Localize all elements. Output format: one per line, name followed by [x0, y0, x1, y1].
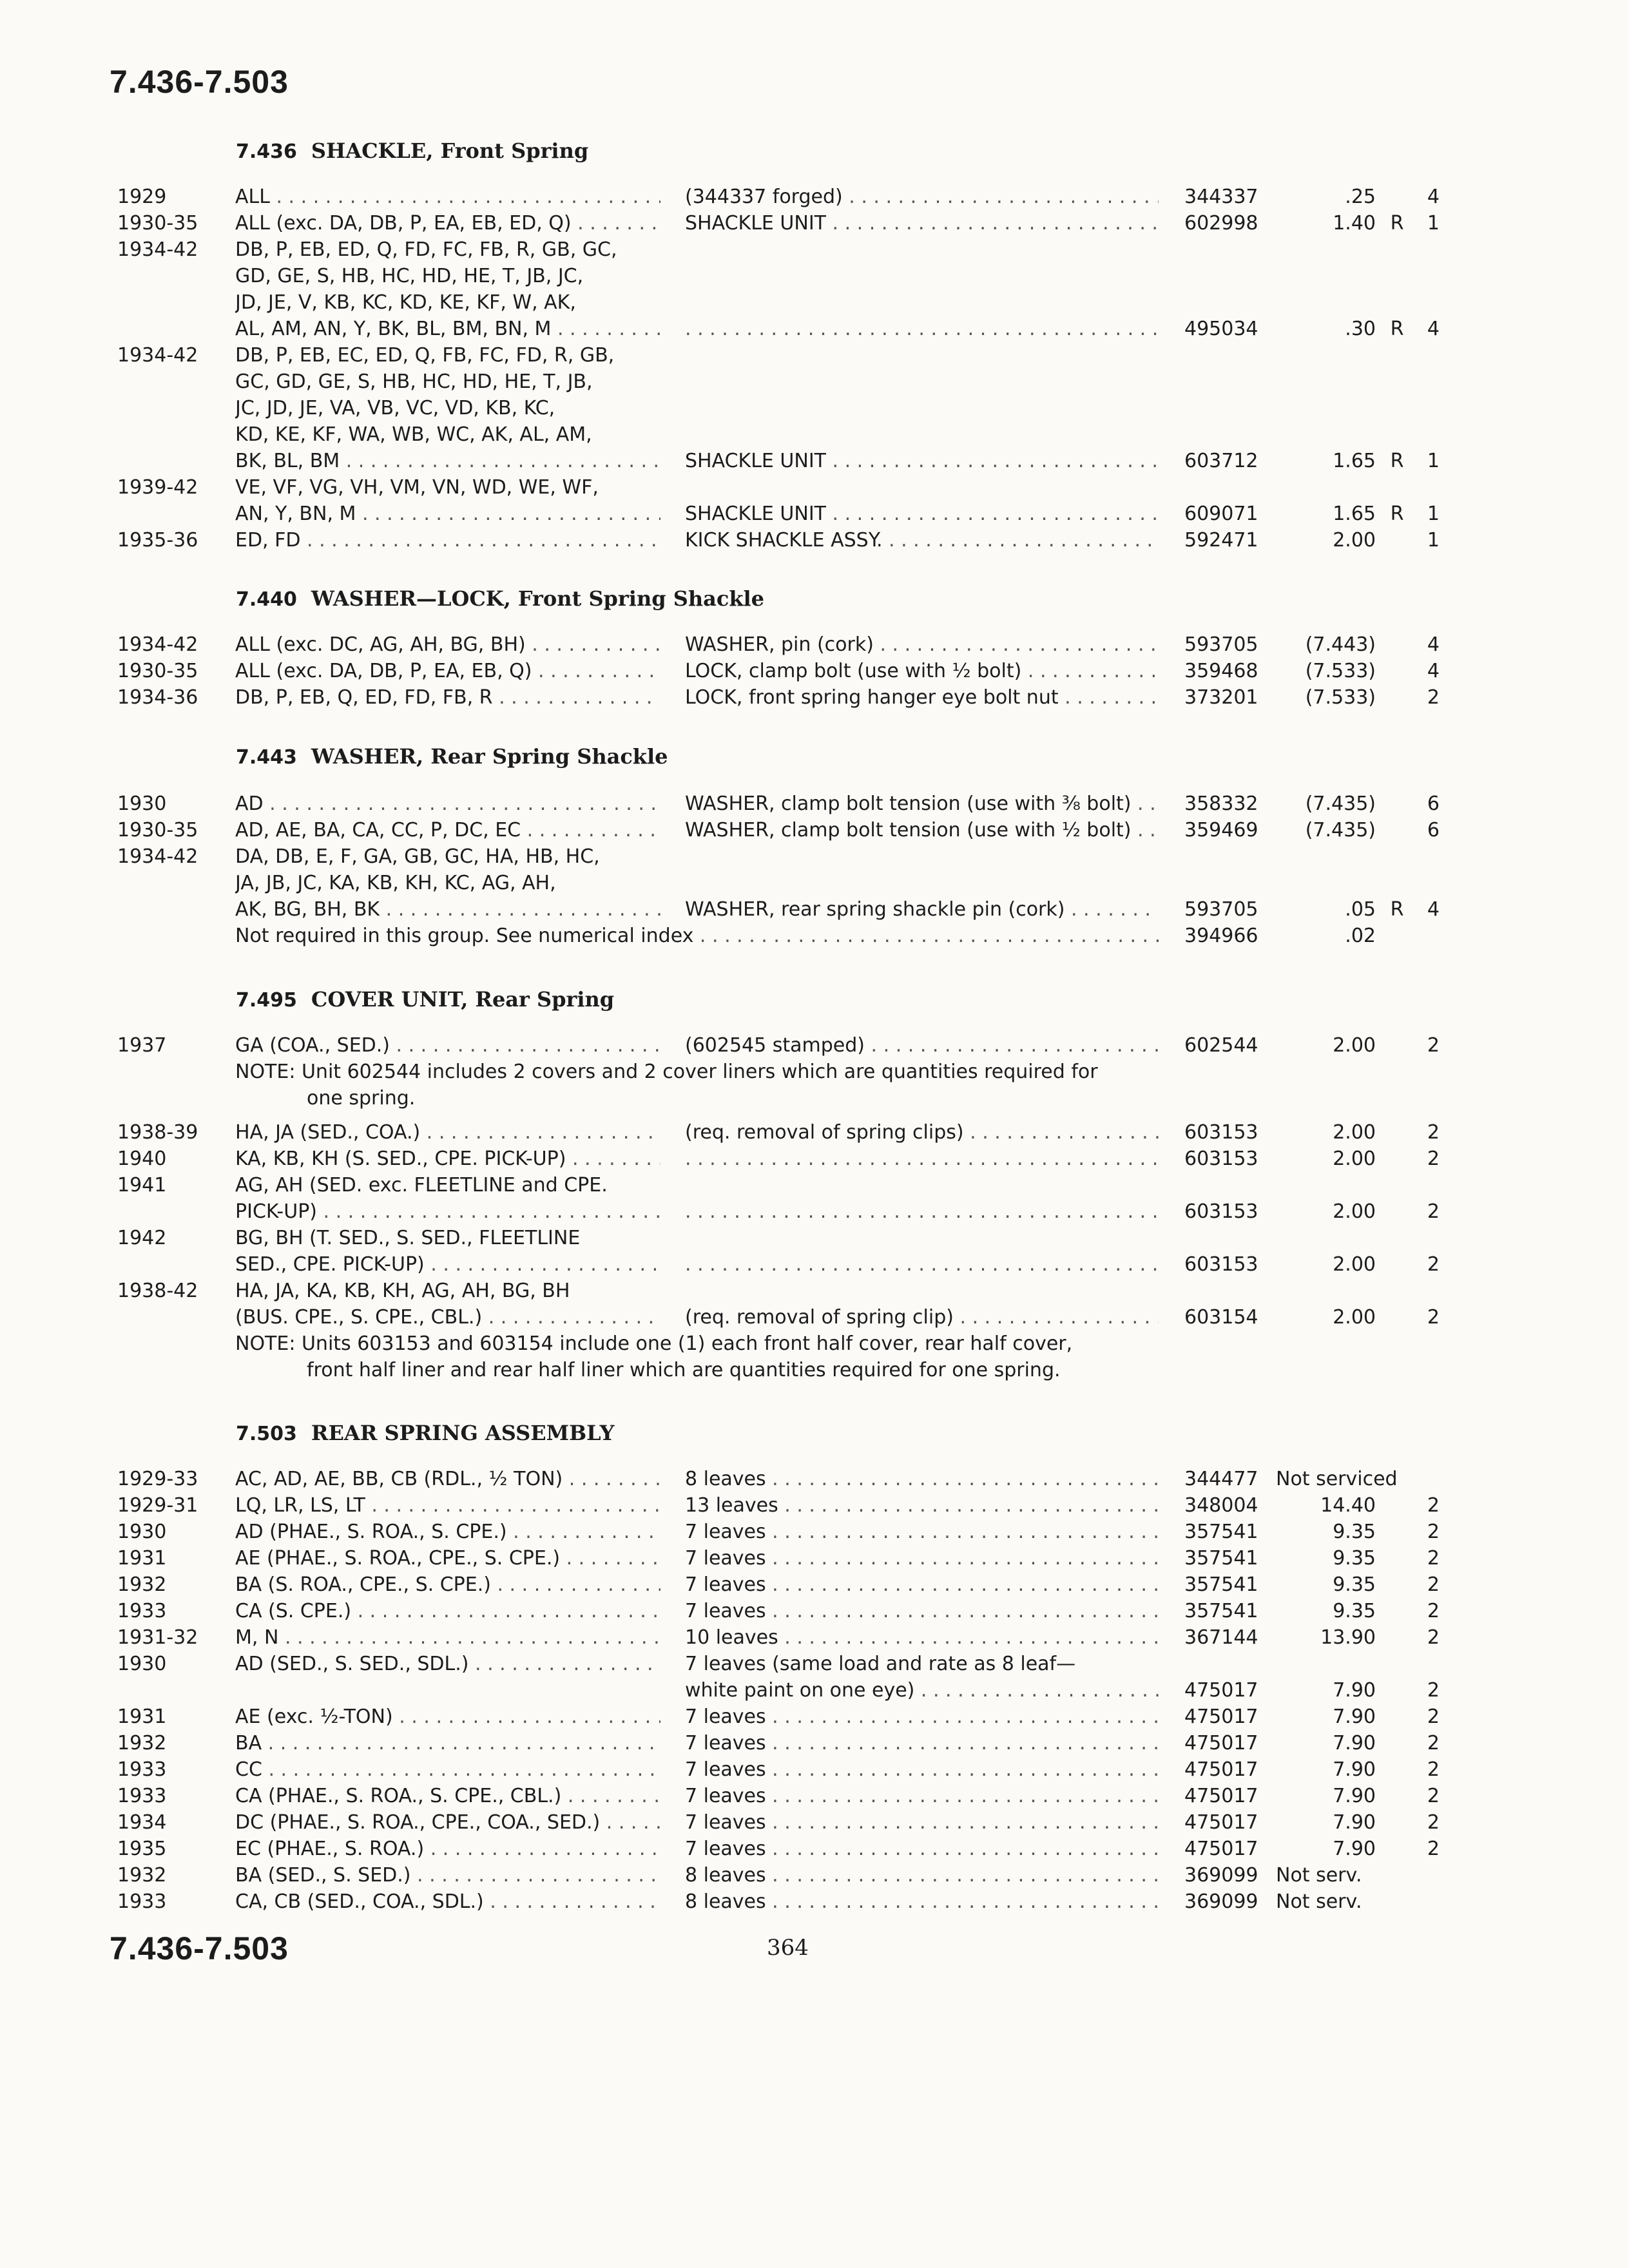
- part-description: (req. removal of spring clip) . . .: [685, 1304, 1159, 1331]
- table-row: [0, 791, 1629, 817]
- section-title: SHACKLE, Front Spring: [311, 139, 589, 163]
- part-number: 344477: [1184, 1468, 1258, 1490]
- table-row: [0, 1172, 1629, 1198]
- model-year: 1938-39: [117, 1121, 198, 1144]
- note-line: [0, 1357, 1629, 1383]
- quantity: 2: [1427, 1200, 1440, 1223]
- applicable-models: CA (S. CPE.) . . .: [235, 1598, 660, 1624]
- part-description: WASHER, rear spring shackle pin (cork) . . .: [685, 896, 1159, 923]
- table-row: [0, 923, 1629, 949]
- note-text: NOTE: Units 603153 and 603154 include one (1) each front half cover, rear half cover,: [235, 1332, 1073, 1355]
- part-number: 603153: [1184, 1200, 1258, 1223]
- part-number: 593705: [1184, 898, 1258, 921]
- part-number: 475017: [1184, 1679, 1258, 1702]
- model-year: 1933: [117, 1600, 167, 1622]
- table-row: [0, 236, 1629, 263]
- model-year: 1929-31: [117, 1494, 198, 1517]
- applicable-models: KA, KB, KH (S. SED., CPE. PICK-UP) . . .: [235, 1146, 660, 1172]
- part-number: 609071: [1184, 503, 1258, 525]
- table-row: [0, 1888, 1629, 1915]
- model-year: 1932: [117, 1732, 167, 1754]
- applicable-models: JC, JD, JE, VA, VB, VC, VD, KB, KC,: [235, 397, 555, 419]
- part-description: SHACKLE UNIT . . .: [685, 210, 1159, 236]
- row-note: Not required in this group. See numerical index . . .: [235, 923, 1163, 949]
- table-row: [0, 1730, 1629, 1756]
- list-price: 2.00: [1333, 1034, 1376, 1057]
- part-description: SHACKLE UNIT . . .: [685, 501, 1159, 527]
- table-row: [0, 843, 1629, 870]
- part-description: 13 leaves . . .: [685, 1492, 1159, 1519]
- quantity: 1: [1427, 450, 1440, 472]
- model-year: 1934-42: [117, 238, 198, 261]
- model-year: 1934-42: [117, 633, 198, 656]
- table-row: [0, 631, 1629, 658]
- applicable-models: JA, JB, JC, KA, KB, KH, KC, AG, AH,: [235, 872, 556, 894]
- part-description: [685, 1251, 1159, 1278]
- section-title: COVER UNIT, Rear Spring: [311, 987, 615, 1012]
- list-price: 9.35: [1333, 1547, 1376, 1570]
- list-price: .30: [1345, 318, 1376, 340]
- model-year: 1930: [117, 793, 167, 815]
- part-number: 495034: [1184, 318, 1258, 340]
- applicable-models: BA . . .: [235, 1730, 660, 1756]
- list-price: (7.533): [1305, 660, 1376, 682]
- table-row: [0, 501, 1629, 527]
- part-number: 475017: [1184, 1811, 1258, 1834]
- part-number: 357541: [1184, 1521, 1258, 1543]
- part-description: 7 leaves . . .: [685, 1704, 1159, 1730]
- part-number: 359468: [1184, 660, 1258, 682]
- applicable-models: DB, P, EB, ED, Q, FD, FC, FB, R, GB, GC,: [235, 238, 617, 261]
- list-price: 2.00: [1333, 1121, 1376, 1144]
- not-serviced-label: Not serv.: [1276, 1890, 1362, 1913]
- table-row: [0, 1198, 1629, 1225]
- part-number: 475017: [1184, 1706, 1258, 1728]
- quantity: 2: [1427, 1148, 1440, 1170]
- applicable-models: CC . . .: [235, 1756, 660, 1783]
- quantity: 1: [1427, 212, 1440, 235]
- table-row: [0, 1466, 1629, 1492]
- section-heading: [236, 139, 588, 163]
- applicable-models: BG, BH (T. SED., S. SED., FLEETLINE: [235, 1227, 581, 1249]
- applicable-models: BA (SED., S. SED.) . . .: [235, 1862, 660, 1888]
- quantity: 4: [1427, 660, 1440, 682]
- r-flag: R: [1390, 898, 1404, 921]
- table-row: [0, 1571, 1629, 1598]
- quantity: 2: [1427, 1121, 1440, 1144]
- part-description: LOCK, clamp bolt (use with ½ bolt) . . .: [685, 658, 1159, 684]
- applicable-models: GC, GD, GE, S, HB, HC, HD, HE, T, JB,: [235, 370, 593, 393]
- quantity: 4: [1427, 898, 1440, 921]
- table-row: [0, 1756, 1629, 1783]
- list-price: 2.00: [1333, 529, 1376, 552]
- applicable-models: AD, AE, BA, CA, CC, P, DC, EC . . .: [235, 817, 660, 843]
- list-price: 7.90: [1333, 1785, 1376, 1807]
- part-description: 7 leaves . . .: [685, 1756, 1159, 1783]
- table-row: [0, 421, 1629, 448]
- part-number: 369099: [1184, 1864, 1258, 1887]
- note-text: one spring.: [307, 1087, 416, 1110]
- part-number: 603153: [1184, 1253, 1258, 1276]
- model-year: 1930-35: [117, 660, 198, 682]
- list-price: 1.65: [1333, 450, 1376, 472]
- quantity: 1: [1427, 529, 1440, 552]
- part-description: 7 leaves . . .: [685, 1783, 1159, 1809]
- part-description: SHACKLE UNIT . . .: [685, 448, 1159, 474]
- note-line: [0, 1331, 1629, 1357]
- part-description: [685, 316, 1159, 342]
- part-number: 603153: [1184, 1148, 1258, 1170]
- list-price: 7.90: [1333, 1706, 1376, 1728]
- table-row: [0, 184, 1629, 210]
- table-row: [0, 1032, 1629, 1059]
- table-row: [0, 870, 1629, 896]
- model-year: 1941: [117, 1174, 167, 1196]
- section-title: WASHER, Rear Spring Shackle: [311, 744, 668, 769]
- part-number: 357541: [1184, 1547, 1258, 1570]
- part-description: 8 leaves . . .: [685, 1862, 1159, 1888]
- applicable-models: AC, AD, AE, BB, CB (RDL., ½ TON) . . .: [235, 1466, 660, 1492]
- part-description: 7 leaves (same load and rate as 8 leaf—: [685, 1653, 1076, 1675]
- table-row: [0, 684, 1629, 711]
- page-footer-code-range: 7.436-7.503: [110, 1930, 289, 1966]
- part-description: WASHER, clamp bolt tension (use with ½ bolt) . . .: [685, 817, 1159, 843]
- section-number: 7.440: [236, 588, 297, 611]
- part-number: 394966: [1184, 925, 1258, 947]
- model-year: 1934-42: [117, 344, 198, 367]
- model-year: 1940: [117, 1148, 167, 1170]
- quantity: 2: [1427, 1706, 1440, 1728]
- applicable-models: AK, BG, BH, BK . . .: [235, 896, 660, 923]
- applicable-models: GD, GE, S, HB, HC, HD, HE, T, JB, JC,: [235, 265, 584, 287]
- applicable-models: BK, BL, BM . . .: [235, 448, 660, 474]
- table-row: [0, 1119, 1629, 1146]
- table-row: [0, 1304, 1629, 1331]
- model-year: 1932: [117, 1864, 167, 1887]
- part-number: 602544: [1184, 1034, 1258, 1057]
- part-description: 7 leaves . . .: [685, 1730, 1159, 1756]
- table-row: [0, 1704, 1629, 1730]
- section-title: WASHER—LOCK, Front Spring Shackle: [311, 586, 764, 611]
- list-price: 7.90: [1333, 1811, 1376, 1834]
- applicable-models: DB, P, EB, Q, ED, FD, FB, R . . .: [235, 684, 660, 711]
- model-year: 1933: [117, 1890, 167, 1913]
- note-line: [0, 1059, 1629, 1085]
- table-row: [0, 1225, 1629, 1251]
- table-row: [0, 817, 1629, 843]
- part-number: 593705: [1184, 633, 1258, 656]
- table-row: [0, 1545, 1629, 1571]
- applicable-models: AG, AH (SED. exc. FLEETLINE and CPE.: [235, 1174, 608, 1196]
- list-price: 7.90: [1333, 1732, 1376, 1754]
- applicable-models: DC (PHAE., S. ROA., CPE., COA., SED.) . . .: [235, 1809, 660, 1836]
- list-price: 13.90: [1320, 1626, 1376, 1649]
- section-number: 7.495: [236, 989, 297, 1012]
- part-description: (344337 forged) . . .: [685, 184, 1159, 210]
- section-heading: [236, 1421, 614, 1445]
- quantity: 2: [1427, 686, 1440, 709]
- table-row: [0, 1677, 1629, 1704]
- applicable-models: GA (COA., SED.) . . .: [235, 1032, 660, 1059]
- applicable-models: AE (PHAE., S. ROA., CPE., S. CPE.) . . .: [235, 1545, 660, 1571]
- list-price: .05: [1345, 898, 1376, 921]
- part-description: 7 leaves . . .: [685, 1598, 1159, 1624]
- list-price: 9.35: [1333, 1521, 1376, 1543]
- table-row: [0, 1492, 1629, 1519]
- model-year: 1931: [117, 1706, 167, 1728]
- model-year: 1933: [117, 1758, 167, 1781]
- list-price: 2.00: [1333, 1306, 1376, 1329]
- table-row: [0, 1278, 1629, 1304]
- table-row: [0, 342, 1629, 369]
- model-year: 1938-42: [117, 1280, 198, 1302]
- model-year: 1942: [117, 1227, 167, 1249]
- part-number: 592471: [1184, 529, 1258, 552]
- model-year: 1930-35: [117, 819, 198, 841]
- part-description: 8 leaves . . .: [685, 1466, 1159, 1492]
- model-year: 1931-32: [117, 1626, 198, 1649]
- list-price: 2.00: [1333, 1200, 1376, 1223]
- applicable-models: ALL . . .: [235, 184, 660, 210]
- quantity: 2: [1427, 1811, 1440, 1834]
- page-header-code-range: 7.436-7.503: [110, 64, 289, 100]
- list-price: 2.00: [1333, 1148, 1376, 1170]
- part-number: 602998: [1184, 212, 1258, 235]
- applicable-models: CA (PHAE., S. ROA., S. CPE., CBL.) . . .: [235, 1783, 660, 1809]
- list-price: 1.65: [1333, 503, 1376, 525]
- not-serviced-label: Not serv.: [1276, 1864, 1362, 1887]
- part-description: 7 leaves . . .: [685, 1571, 1159, 1598]
- applicable-models: SED., CPE. PICK-UP) . . .: [235, 1251, 660, 1278]
- model-year: 1929: [117, 186, 167, 208]
- list-price: .02: [1345, 925, 1376, 947]
- model-year: 1934: [117, 1811, 167, 1834]
- applicable-models: AD (SED., S. SED., SDL.) . . .: [235, 1651, 660, 1677]
- table-row: [0, 1862, 1629, 1888]
- part-description: KICK SHACKLE ASSY. . . .: [685, 527, 1159, 553]
- model-year: 1930: [117, 1521, 167, 1543]
- part-description: WASHER, pin (cork) . . .: [685, 631, 1159, 658]
- applicable-models: ED, FD . . .: [235, 527, 660, 553]
- model-year: 1934-42: [117, 845, 198, 868]
- applicable-models: ALL (exc. DC, AG, AH, BG, BH) . . .: [235, 631, 660, 658]
- model-year: 1935: [117, 1838, 167, 1860]
- part-description: 10 leaves . . .: [685, 1624, 1159, 1651]
- quantity: 2: [1427, 1547, 1440, 1570]
- part-number: 475017: [1184, 1838, 1258, 1860]
- model-year: 1934-36: [117, 686, 198, 709]
- quantity: 4: [1427, 633, 1440, 656]
- table-row: [0, 289, 1629, 316]
- quantity: 4: [1427, 186, 1440, 208]
- applicable-models: LQ, LR, LS, LT . . .: [235, 1492, 660, 1519]
- model-year: 1932: [117, 1573, 167, 1596]
- applicable-models: PICK-UP) . . .: [235, 1198, 660, 1225]
- part-description: [685, 1146, 1159, 1172]
- model-year: 1939-42: [117, 476, 198, 499]
- quantity: 2: [1427, 1573, 1440, 1596]
- quantity: 6: [1427, 793, 1440, 815]
- table-row: [0, 658, 1629, 684]
- applicable-models: AD (PHAE., S. ROA., S. CPE.) . . .: [235, 1519, 660, 1545]
- table-row: [0, 1651, 1629, 1677]
- applicable-models: ALL (exc. DA, DB, P, EA, EB, Q) . . .: [235, 658, 660, 684]
- quantity: 2: [1427, 1626, 1440, 1649]
- applicable-models: BA (S. ROA., CPE., S. CPE.) . . .: [235, 1571, 660, 1598]
- r-flag: R: [1390, 212, 1404, 235]
- part-number: 603712: [1184, 450, 1258, 472]
- list-price: 2.00: [1333, 1253, 1376, 1276]
- r-flag: R: [1390, 503, 1404, 525]
- part-number: 603154: [1184, 1306, 1258, 1329]
- table-row: [0, 395, 1629, 421]
- applicable-models: DA, DB, E, F, GA, GB, GC, HA, HB, HC,: [235, 845, 600, 868]
- part-description: 7 leaves . . .: [685, 1836, 1159, 1862]
- applicable-models: KD, KE, KF, WA, WB, WC, AK, AL, AM,: [235, 423, 592, 446]
- quantity: 2: [1427, 1679, 1440, 1702]
- r-flag: R: [1390, 318, 1404, 340]
- applicable-models: AL, AM, AN, Y, BK, BL, BM, BN, M . . .: [235, 316, 660, 342]
- model-year: 1930-35: [117, 212, 198, 235]
- list-price: 1.40: [1333, 212, 1376, 235]
- part-number: 344337: [1184, 186, 1258, 208]
- quantity: 2: [1427, 1521, 1440, 1543]
- part-description: 8 leaves . . .: [685, 1888, 1159, 1915]
- part-number: 475017: [1184, 1758, 1258, 1781]
- table-row: [0, 527, 1629, 553]
- list-price: (7.435): [1305, 793, 1376, 815]
- list-price: 9.35: [1333, 1573, 1376, 1596]
- part-description: (req. removal of spring clips) . . .: [685, 1119, 1159, 1146]
- table-row: [0, 1146, 1629, 1172]
- quantity: 2: [1427, 1758, 1440, 1781]
- part-description: 7 leaves . . .: [685, 1519, 1159, 1545]
- part-number: 475017: [1184, 1785, 1258, 1807]
- section-number: 7.503: [236, 1423, 297, 1445]
- part-number: 357541: [1184, 1573, 1258, 1596]
- model-year: 1935-36: [117, 529, 198, 552]
- applicable-models: M, N . . .: [235, 1624, 660, 1651]
- model-year: 1937: [117, 1034, 167, 1057]
- part-number: 603153: [1184, 1121, 1258, 1144]
- table-row: [0, 1809, 1629, 1836]
- table-row: [0, 448, 1629, 474]
- quantity: 2: [1427, 1732, 1440, 1754]
- table-row: [0, 1783, 1629, 1809]
- section-heading: [236, 744, 668, 769]
- table-row: [0, 316, 1629, 342]
- applicable-models: HA, JA, KA, KB, KH, AG, AH, BG, BH: [235, 1280, 570, 1302]
- part-number: 373201: [1184, 686, 1258, 709]
- note-line: [0, 1085, 1629, 1111]
- applicable-models: AD . . .: [235, 791, 660, 817]
- part-number: 367144: [1184, 1626, 1258, 1649]
- part-description: [685, 1198, 1159, 1225]
- table-row: [0, 1598, 1629, 1624]
- note-text: front half liner and rear half liner which are quantities required for one spring.: [307, 1359, 1061, 1381]
- part-description: 7 leaves . . .: [685, 1545, 1159, 1571]
- model-year: 1930: [117, 1653, 167, 1675]
- model-year: 1929-33: [117, 1468, 198, 1490]
- list-price: 14.40: [1320, 1494, 1376, 1517]
- table-row: [0, 896, 1629, 923]
- table-row: [0, 1519, 1629, 1545]
- quantity: 2: [1427, 1306, 1440, 1329]
- list-price: 7.90: [1333, 1838, 1376, 1860]
- quantity: 4: [1427, 318, 1440, 340]
- r-flag: R: [1390, 450, 1404, 472]
- part-number: 475017: [1184, 1732, 1258, 1754]
- list-price: (7.443): [1305, 633, 1376, 656]
- quantity: 2: [1427, 1034, 1440, 1057]
- part-description: 7 leaves . . .: [685, 1809, 1159, 1836]
- table-row: [0, 210, 1629, 236]
- part-number: 357541: [1184, 1600, 1258, 1622]
- applicable-models: HA, JA (SED., COA.) . . .: [235, 1119, 660, 1146]
- section-number: 7.436: [236, 140, 297, 163]
- section-number: 7.443: [236, 746, 297, 769]
- list-price: (7.435): [1305, 819, 1376, 841]
- applicable-models: ALL (exc. DA, DB, P, EA, EB, ED, Q) . . .: [235, 210, 660, 236]
- applicable-models: EC (PHAE., S. ROA.) . . .: [235, 1836, 660, 1862]
- applicable-models: JD, JE, V, KB, KC, KD, KE, KF, W, AK,: [235, 291, 576, 314]
- part-number: 369099: [1184, 1890, 1258, 1913]
- table-row: [0, 1836, 1629, 1862]
- applicable-models: CA, CB (SED., COA., SDL.) . . .: [235, 1888, 660, 1915]
- table-row: [0, 1251, 1629, 1278]
- section-title: REAR SPRING ASSEMBLY: [311, 1421, 615, 1445]
- applicable-models: DB, P, EB, EC, ED, Q, FB, FC, FD, R, GB,: [235, 344, 615, 367]
- note-text: NOTE: Unit 602544 includes 2 covers and 2 cover liners which are quantities required for: [235, 1061, 1098, 1083]
- table-row: [0, 1624, 1629, 1651]
- applicable-models: VE, VF, VG, VH, VM, VN, WD, WE, WF,: [235, 476, 599, 499]
- part-number: 358332: [1184, 793, 1258, 815]
- part-description: white paint on one eye) . . .: [685, 1677, 1159, 1704]
- page-number: 364: [767, 1935, 809, 1961]
- applicable-models: (BUS. CPE., S. CPE., CBL.) . . .: [235, 1304, 660, 1331]
- section-heading: [236, 987, 614, 1012]
- part-description: (602545 stamped) . . .: [685, 1032, 1159, 1059]
- list-price: 9.35: [1333, 1600, 1376, 1622]
- list-price: 7.90: [1333, 1679, 1376, 1702]
- part-description: WASHER, clamp bolt tension (use with ⅜ bolt) . . .: [685, 791, 1159, 817]
- table-row: [0, 474, 1629, 501]
- applicable-models: AE (exc. ½-TON) . . .: [235, 1704, 660, 1730]
- quantity: 2: [1427, 1494, 1440, 1517]
- table-row: [0, 263, 1629, 289]
- list-price: (7.533): [1305, 686, 1376, 709]
- model-year: 1931: [117, 1547, 167, 1570]
- list-price: .25: [1345, 186, 1376, 208]
- applicable-models: AN, Y, BN, M . . .: [235, 501, 660, 527]
- section-heading: [236, 586, 764, 611]
- table-row: [0, 369, 1629, 395]
- quantity: 2: [1427, 1600, 1440, 1622]
- quantity: 6: [1427, 819, 1440, 841]
- quantity: 2: [1427, 1838, 1440, 1860]
- model-year: 1933: [117, 1785, 167, 1807]
- not-serviced-label: Not serviced: [1276, 1468, 1398, 1490]
- quantity: 1: [1427, 503, 1440, 525]
- quantity: 2: [1427, 1253, 1440, 1276]
- quantity: 2: [1427, 1785, 1440, 1807]
- list-price: 7.90: [1333, 1758, 1376, 1781]
- part-description: LOCK, front spring hanger eye bolt nut . . .: [685, 684, 1159, 711]
- part-number: 359469: [1184, 819, 1258, 841]
- part-number: 348004: [1184, 1494, 1258, 1517]
